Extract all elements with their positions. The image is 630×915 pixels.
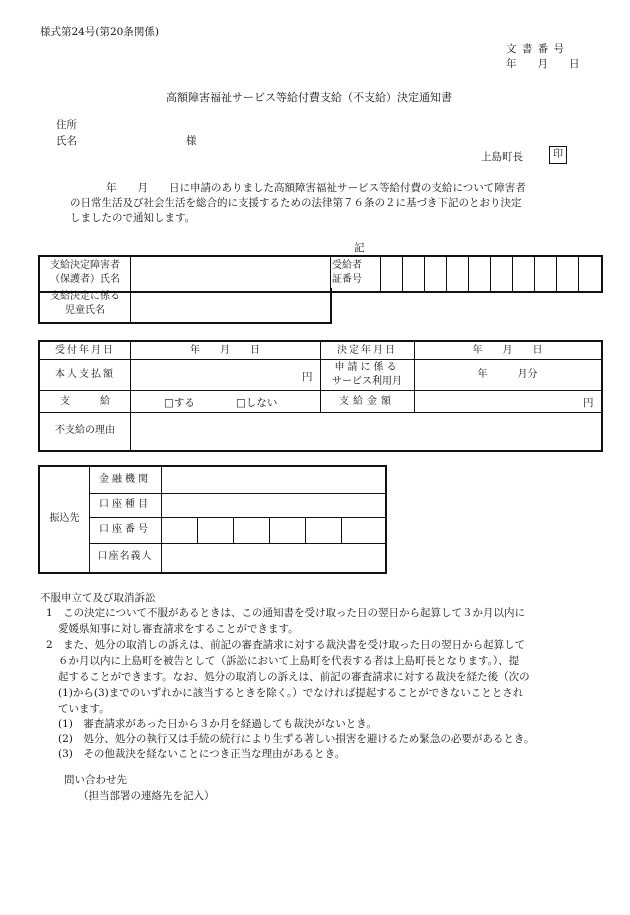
address-label: 住所: [56, 119, 77, 131]
notice-item2-line5: ています。: [58, 703, 110, 715]
self-pay-unit: 円: [302, 371, 313, 383]
issue-date: 年 月 日: [506, 58, 580, 70]
payment-option-no[interactable]: □しない: [236, 397, 278, 409]
service-month-label-1: 申請に係る: [334, 362, 400, 373]
contact-note: （担当部署の連絡先を記入）: [78, 790, 215, 802]
amount-label: 支給金額: [339, 395, 395, 407]
contact-label: 問い合わせ先: [64, 774, 127, 786]
cert-label-1: 受給者: [332, 260, 362, 271]
intro-line-2: の日常生活及び社会生活を総合的に支援するための法律第７６条の２に基づき下記のとおり決定: [70, 197, 522, 209]
notice-sub-2: (2) 処分、処分の執行又は手続の続行により生ずる著しい損害を避けるため緊急の必要があるとき。: [58, 733, 535, 745]
recipient-label-2: （保護者）氏名: [50, 274, 120, 285]
child-label-1: 支給決定に係る: [50, 291, 120, 302]
payment-label: 支 給: [60, 395, 110, 407]
form-number: 様式第24号(第20条関係): [40, 26, 159, 38]
document-number-label: 文 書 番 号: [506, 43, 566, 55]
notice-item2-line4: (1)から(3)までのいずれかに該当するときを除く。）でなければ提起することができないこととされ: [58, 687, 524, 699]
decision-table: [38, 340, 603, 452]
ki-heading: 記: [354, 242, 365, 254]
cert-label-2: 証番号: [332, 274, 362, 285]
decision-date-value: 年 月 日: [472, 344, 543, 356]
notice-sub-1: (1) 審査請求があった日から３か月を経過しても裁決がないとき。: [58, 718, 377, 730]
account-type-label: 口座種目: [99, 499, 151, 510]
reason-label: 不支給の理由: [55, 424, 115, 436]
notice-item2-line2: ６か月以内に上島町を被告として（訴訟において上島町を代表する者は上島町長となります。）、提: [58, 655, 520, 667]
name-label: 氏名: [56, 135, 77, 147]
transfer-table: [38, 465, 387, 574]
received-date-label: 受付年月日: [55, 344, 115, 356]
self-pay-label: 本人支払額: [55, 369, 115, 380]
seal-stamp: 印: [549, 146, 567, 164]
notice-item2-line1: 2 また、処分の取消しの訴えは、前記の審査請求に対する裁決書を受け取った日の翌日から起算して: [46, 639, 526, 651]
intro-line-1: 年 月 日に申請のありました高額障害福祉サービス等給付費の支給について障害者: [106, 182, 526, 194]
child-table: [38, 288, 332, 324]
payment-option-yes[interactable]: □する: [164, 397, 195, 409]
issuer-name: 上島町長: [481, 151, 523, 163]
honorific: 様: [186, 135, 197, 147]
page-title: 高額障害福祉サービス等給付費支給（不支給）決定通知書: [166, 91, 452, 104]
bank-label: 金融機関: [99, 474, 151, 485]
amount-unit: 円: [583, 397, 594, 409]
intro-line-3: しましたので通知します。: [70, 212, 196, 224]
notice-item1-line1: 1 この決定について不服があるときは、この通知書を受け取った日の翌日から起算して３か月以内に: [46, 607, 525, 619]
child-label-2: 児童氏名: [65, 305, 105, 316]
decision-date-label: 決定年月日: [337, 344, 397, 356]
notice-heading: 不服申立て及び取消訴訟: [40, 592, 156, 604]
service-month-label-2: サービス利用月: [332, 376, 402, 387]
recipient-label-1: 支給決定障害者: [50, 260, 120, 271]
service-month-value: 年 月分: [477, 369, 538, 380]
account-holder-label: 口座名義人: [97, 550, 153, 562]
transfer-group-label: 振込先: [49, 512, 80, 524]
notice-item2-line3: 起することができます。なお、処分の取消しの訴えは、前記の審査請求に対する裁決を経た後（次の: [58, 671, 530, 683]
account-number-label: 口座番号: [99, 524, 151, 535]
notice-item1-line2: 愛媛県知事に対し審査請求をすることができます。: [58, 623, 299, 635]
notice-sub-3: (3) その他裁決を経ないことにつき正当な理由があるとき。: [58, 748, 346, 760]
received-date-value: 年 月 日: [190, 344, 260, 356]
